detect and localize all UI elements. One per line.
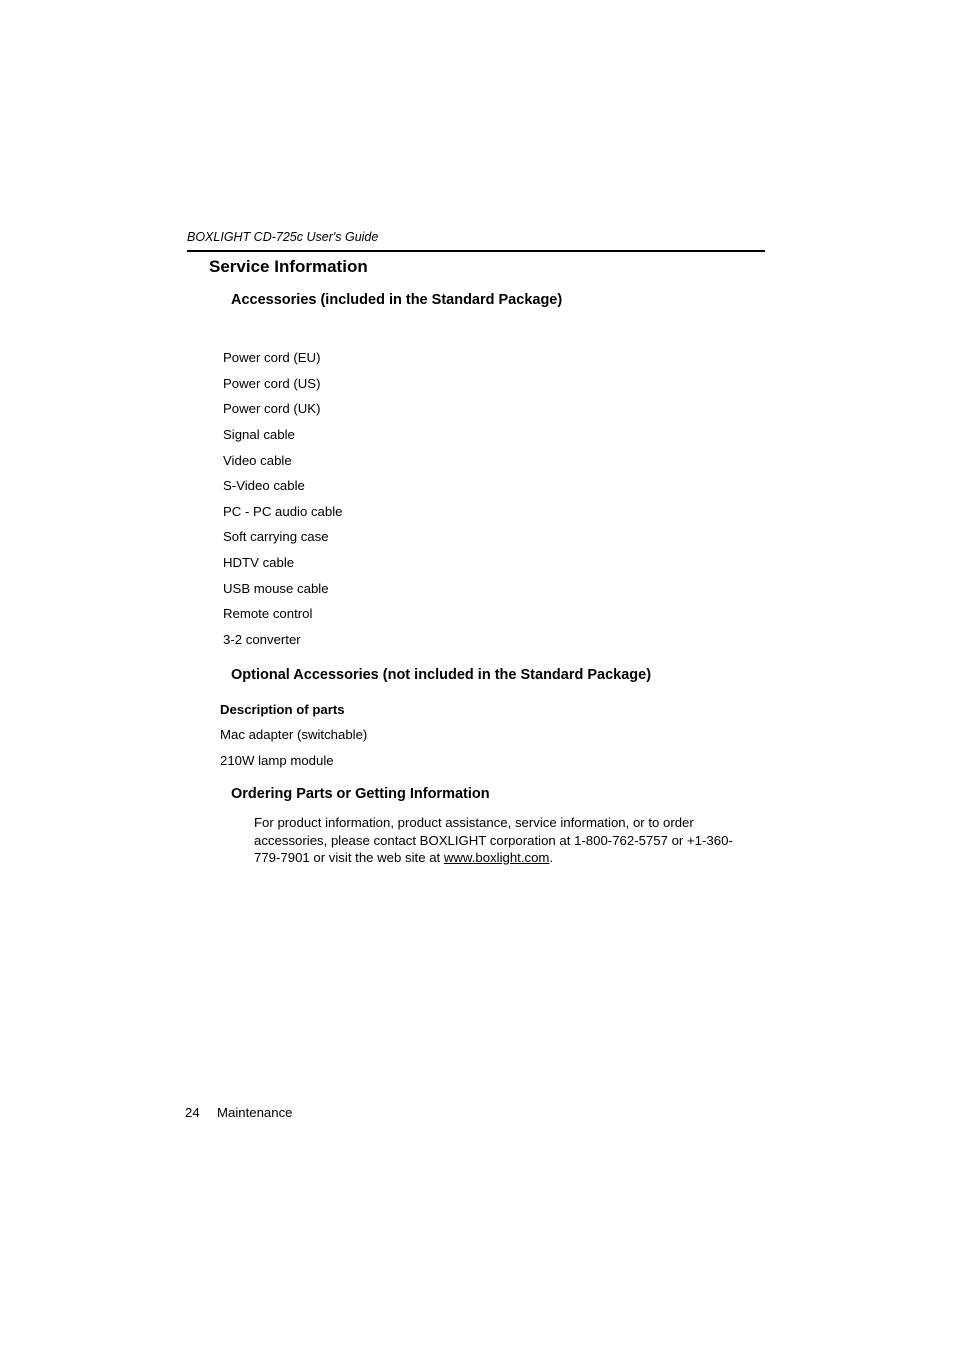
accessories-heading: Accessories (included in the Standard Package)	[231, 292, 563, 308]
ordering-text-end: .	[549, 850, 554, 865]
accessory-item: Power cord (UK)	[223, 401, 321, 417]
header-rule	[187, 250, 765, 252]
optional-part-item: Mac adapter (switchable)	[220, 727, 368, 742]
ordering-paragraph	[254, 814, 754, 867]
accessory-item: Power cord (US)	[223, 375, 321, 391]
accessory-item: 3-2 converter	[223, 632, 301, 648]
accessory-item: Video cable	[223, 452, 292, 468]
optional-accessories-heading: Optional Accessories (not included in the Standard Package)	[231, 667, 652, 683]
accessory-item: USB mouse cable	[223, 580, 329, 596]
page-footer	[185, 1105, 293, 1121]
website-link[interactable]: www.boxlight.com	[443, 850, 550, 865]
ordering-text: For product information, product assistance, service information, or to order accessories, please contact BOXLIGHT corporation at 1-800-762-5757 or +1-360-779-7901 or visit the web site at	[254, 815, 733, 865]
accessory-item: PC - PC audio cable	[223, 503, 343, 519]
accessory-item: Soft carrying case	[223, 529, 329, 545]
accessory-item: Signal cable	[223, 426, 295, 442]
accessory-item: S-Video cable	[223, 478, 305, 494]
accessory-item: HDTV cable	[223, 555, 295, 571]
parts-column-header: Description of parts	[220, 702, 345, 717]
footer-chapter: Maintenance	[217, 1105, 293, 1120]
accessory-list	[223, 350, 342, 658]
optional-part-item: 210W lamp module	[220, 753, 334, 768]
page-number: 24	[185, 1105, 200, 1120]
ordering-heading: Ordering Parts or Getting Information	[231, 786, 490, 802]
accessory-item: Remote control	[223, 606, 313, 622]
running-header: BOXLIGHT CD-725c User's Guide	[187, 230, 379, 244]
accessory-item: Power cord (EU)	[223, 350, 321, 365]
section-title: Service Information	[209, 257, 368, 276]
optional-parts-list	[220, 727, 367, 779]
